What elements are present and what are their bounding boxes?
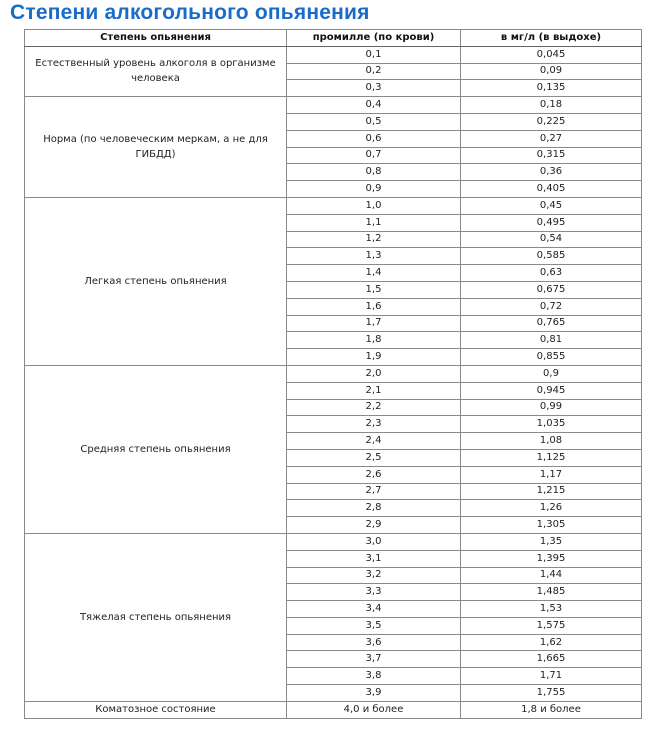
promille-cell: 1,6	[287, 298, 461, 315]
mg-per-l-cell: 0,63	[461, 265, 642, 282]
mg-per-l-cell: 1,35	[461, 533, 642, 550]
promille-cell: 2,8	[287, 500, 461, 517]
mg-per-l-cell: 0,81	[461, 332, 642, 349]
promille-cell: 3,4	[287, 601, 461, 618]
mg-per-l-cell: 0,765	[461, 315, 642, 332]
degree-category-cell: Норма (по человеческим меркам, а не для ГИБДД)	[25, 97, 287, 198]
mg-per-l-cell: 0,945	[461, 382, 642, 399]
table-row	[25, 197, 642, 214]
mg-per-l-cell: 0,9	[461, 365, 642, 382]
promille-cell: 3,1	[287, 550, 461, 567]
promille-cell: 2,7	[287, 483, 461, 500]
mg-per-l-cell: 0,09	[461, 63, 642, 80]
promille-cell: 2,5	[287, 449, 461, 466]
promille-cell: 3,7	[287, 651, 461, 668]
table-row	[25, 533, 642, 550]
page-title: Степени алкогольного опьянения	[10, 1, 370, 24]
mg-per-l-cell: 0,045	[461, 46, 642, 63]
degree-category-cell: Естественный уровень алкоголя в организме человека	[25, 46, 287, 96]
mg-per-l-cell: 0,495	[461, 214, 642, 231]
promille-cell: 3,5	[287, 617, 461, 634]
promille-cell: 1,1	[287, 214, 461, 231]
promille-cell: 2,3	[287, 416, 461, 433]
mg-per-l-cell: 1,215	[461, 483, 642, 500]
table-body	[25, 46, 642, 718]
mg-per-l-cell: 0,405	[461, 181, 642, 198]
mg-per-l-cell: 0,36	[461, 164, 642, 181]
mg-per-l-cell: 0,585	[461, 248, 642, 265]
promille-cell: 2,1	[287, 382, 461, 399]
table-row	[25, 46, 642, 63]
promille-cell: 0,5	[287, 113, 461, 130]
mg-per-l-cell: 0,27	[461, 130, 642, 147]
mg-per-l-cell: 1,17	[461, 466, 642, 483]
promille-cell: 2,0	[287, 365, 461, 382]
promille-cell: 0,6	[287, 130, 461, 147]
promille-cell: 2,9	[287, 517, 461, 534]
table-row	[25, 701, 642, 718]
header-mg-per-l: в мг/л (в выдохе)	[461, 30, 642, 47]
mg-per-l-cell: 1,26	[461, 500, 642, 517]
degree-category-cell: Коматозное состояние	[25, 701, 287, 718]
mg-per-l-cell: 1,08	[461, 433, 642, 450]
promille-cell: 2,6	[287, 466, 461, 483]
mg-per-l-cell: 1,8 и более	[461, 701, 642, 718]
promille-cell: 3,6	[287, 634, 461, 651]
promille-cell: 0,3	[287, 80, 461, 97]
mg-per-l-cell: 1,665	[461, 651, 642, 668]
mg-per-l-cell: 1,575	[461, 617, 642, 634]
promille-cell: 3,9	[287, 685, 461, 702]
mg-per-l-cell: 1,44	[461, 567, 642, 584]
promille-cell: 3,3	[287, 584, 461, 601]
promille-cell: 1,8	[287, 332, 461, 349]
mg-per-l-cell: 0,45	[461, 197, 642, 214]
promille-cell: 3,8	[287, 668, 461, 685]
mg-per-l-cell: 0,315	[461, 147, 642, 164]
promille-cell: 0,7	[287, 147, 461, 164]
mg-per-l-cell: 0,855	[461, 349, 642, 366]
mg-per-l-cell: 0,99	[461, 399, 642, 416]
promille-cell: 1,2	[287, 231, 461, 248]
promille-cell: 1,0	[287, 197, 461, 214]
mg-per-l-cell: 1,305	[461, 517, 642, 534]
promille-cell: 3,2	[287, 567, 461, 584]
mg-per-l-cell: 1,125	[461, 449, 642, 466]
promille-cell: 2,2	[287, 399, 461, 416]
mg-per-l-cell: 0,18	[461, 97, 642, 114]
promille-cell: 1,9	[287, 349, 461, 366]
table-row	[25, 365, 642, 382]
mg-per-l-cell: 1,755	[461, 685, 642, 702]
mg-per-l-cell: 1,62	[461, 634, 642, 651]
header-promille: промилле (по крови)	[287, 30, 461, 47]
alcohol-levels-table	[24, 29, 642, 719]
promille-cell: 2,4	[287, 433, 461, 450]
degree-category-cell: Легкая степень опьянения	[25, 197, 287, 365]
degree-category-cell: Тяжелая степень опьянения	[25, 533, 287, 701]
mg-per-l-cell: 1,53	[461, 601, 642, 618]
promille-cell: 3,0	[287, 533, 461, 550]
header-degree: Степень опьянения	[25, 30, 287, 47]
promille-cell: 0,4	[287, 97, 461, 114]
mg-per-l-cell: 0,225	[461, 113, 642, 130]
mg-per-l-cell: 0,135	[461, 80, 642, 97]
table-row	[25, 97, 642, 114]
degree-category-cell: Средняя степень опьянения	[25, 365, 287, 533]
promille-cell: 0,9	[287, 181, 461, 198]
mg-per-l-cell: 0,72	[461, 298, 642, 315]
mg-per-l-cell: 0,675	[461, 281, 642, 298]
mg-per-l-cell: 1,485	[461, 584, 642, 601]
promille-cell: 1,7	[287, 315, 461, 332]
mg-per-l-cell: 1,395	[461, 550, 642, 567]
promille-cell: 0,8	[287, 164, 461, 181]
table-header-row	[25, 30, 642, 47]
mg-per-l-cell: 1,035	[461, 416, 642, 433]
promille-cell: 1,5	[287, 281, 461, 298]
mg-per-l-cell: 1,71	[461, 668, 642, 685]
promille-cell: 4,0 и более	[287, 701, 461, 718]
promille-cell: 1,3	[287, 248, 461, 265]
promille-cell: 0,2	[287, 63, 461, 80]
mg-per-l-cell: 0,54	[461, 231, 642, 248]
promille-cell: 1,4	[287, 265, 461, 282]
promille-cell: 0,1	[287, 46, 461, 63]
